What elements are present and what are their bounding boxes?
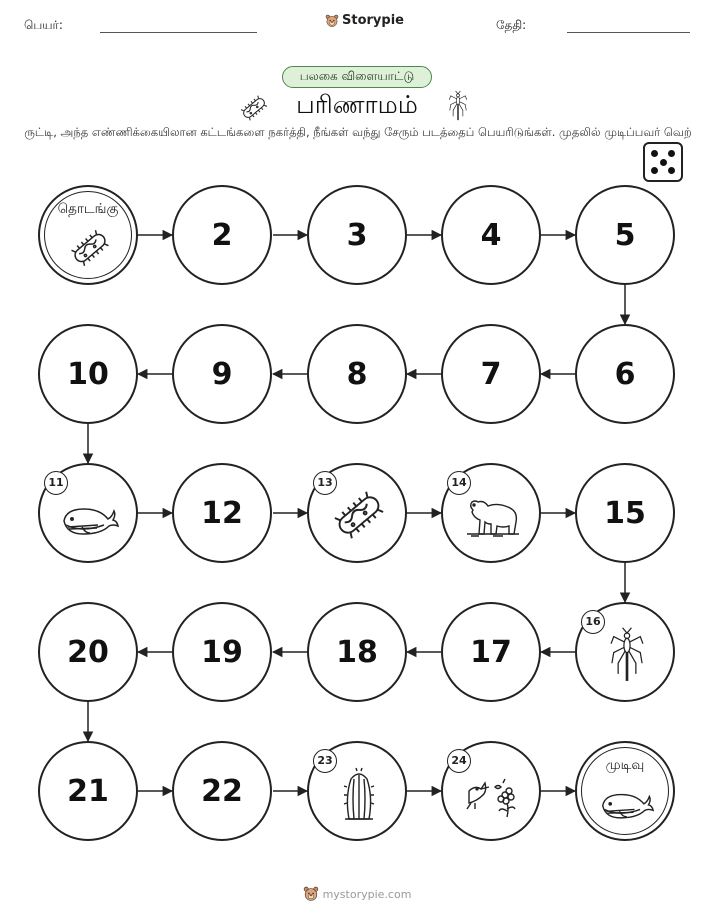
bear-logo-icon — [325, 14, 339, 28]
space-number-badge: 23 — [313, 749, 337, 773]
name-line[interactable] — [100, 32, 257, 33]
insect-icon — [609, 626, 645, 688]
dice-pip — [651, 167, 658, 174]
space-number: 22 — [201, 773, 243, 809]
cactus-icon — [339, 765, 379, 825]
instructions: ருட்டி, அந்த எண்ணிக்கையிலான கட்டங்களை நகர்த்தி, நீங்கள் வந்து சேரும் படத்தைப் பெயரிடுங்கள். முதலில் முடிப்பவர் வெற் — [24, 125, 692, 139]
space-number: 6 — [614, 356, 636, 392]
space-number: 21 — [67, 773, 109, 809]
page-title: பரிணாமம் — [296, 90, 418, 119]
space-number: 17 — [470, 634, 512, 670]
bacteria-icon — [329, 485, 389, 545]
space-number: 15 — [604, 495, 646, 531]
whale-icon — [599, 783, 655, 821]
board-space-6[interactable] — [575, 324, 675, 424]
brand-logo — [325, 13, 404, 28]
bird-flower-icon — [463, 769, 523, 819]
space-number: 3 — [346, 217, 368, 253]
space-number: 20 — [67, 634, 109, 670]
space-number-badge: 11 — [44, 471, 68, 495]
board-space-15[interactable] — [575, 463, 675, 563]
board-space-8[interactable] — [307, 324, 407, 424]
board-space-21[interactable] — [38, 741, 138, 841]
footer-site: mystorypie.com — [322, 887, 412, 901]
board-space-3[interactable] — [307, 185, 407, 285]
board-space-23[interactable] — [307, 741, 407, 841]
space-number: 2 — [211, 217, 233, 253]
space-number: 9 — [211, 356, 233, 392]
board-space-2[interactable] — [172, 185, 272, 285]
footer — [0, 886, 714, 902]
space-number: 5 — [614, 217, 636, 253]
space-number-badge: 16 — [581, 610, 605, 634]
board-space-12[interactable] — [172, 463, 272, 563]
board-space-18[interactable] — [307, 602, 407, 702]
board-space-13[interactable] — [307, 463, 407, 563]
brand-name: Storypie — [342, 13, 404, 28]
board-space-14[interactable] — [441, 463, 541, 563]
board-space-10[interactable] — [38, 324, 138, 424]
space-number-badge: 14 — [447, 471, 471, 495]
board-space-17[interactable] — [441, 602, 541, 702]
insect-icon — [446, 90, 470, 124]
bacteria-icon — [64, 225, 116, 271]
board-space-19[interactable] — [172, 602, 272, 702]
board-space-16[interactable] — [575, 602, 675, 702]
board-space-start[interactable] — [38, 185, 138, 285]
board-space-finish[interactable] — [575, 741, 675, 841]
board-space-5[interactable] — [575, 185, 675, 285]
space-number: 10 — [67, 356, 109, 392]
bear-logo-icon — [303, 886, 319, 902]
space-number: 12 — [201, 495, 243, 531]
dice-pip — [660, 159, 667, 166]
space-number-badge: 13 — [313, 471, 337, 495]
board-space-7[interactable] — [441, 324, 541, 424]
board-space-4[interactable] — [441, 185, 541, 285]
dice-pip — [668, 150, 675, 157]
game-tag: பலகை விளையாட்டு — [282, 66, 432, 88]
date-label: தேதி: — [496, 18, 527, 32]
board-space-9[interactable] — [172, 324, 272, 424]
start-label: தொடங்கு — [57, 201, 119, 217]
finish-label: முடிவு — [605, 757, 645, 773]
dice-icon — [643, 142, 683, 182]
space-number: 7 — [480, 356, 502, 392]
board-space-11[interactable] — [38, 463, 138, 563]
bear-icon — [463, 492, 523, 538]
space-number: 18 — [336, 634, 378, 670]
space-number-badge: 24 — [447, 749, 471, 773]
board-space-24[interactable] — [441, 741, 541, 841]
whale-icon — [60, 497, 120, 537]
name-label: பெயர்: — [24, 18, 63, 32]
space-number: 8 — [346, 356, 368, 392]
dice-pip — [651, 150, 658, 157]
space-number: 4 — [480, 217, 502, 253]
dice-pip — [668, 167, 675, 174]
date-line[interactable] — [567, 32, 690, 33]
board-space-22[interactable] — [172, 741, 272, 841]
board-space-20[interactable] — [38, 602, 138, 702]
space-number: 19 — [201, 634, 243, 670]
